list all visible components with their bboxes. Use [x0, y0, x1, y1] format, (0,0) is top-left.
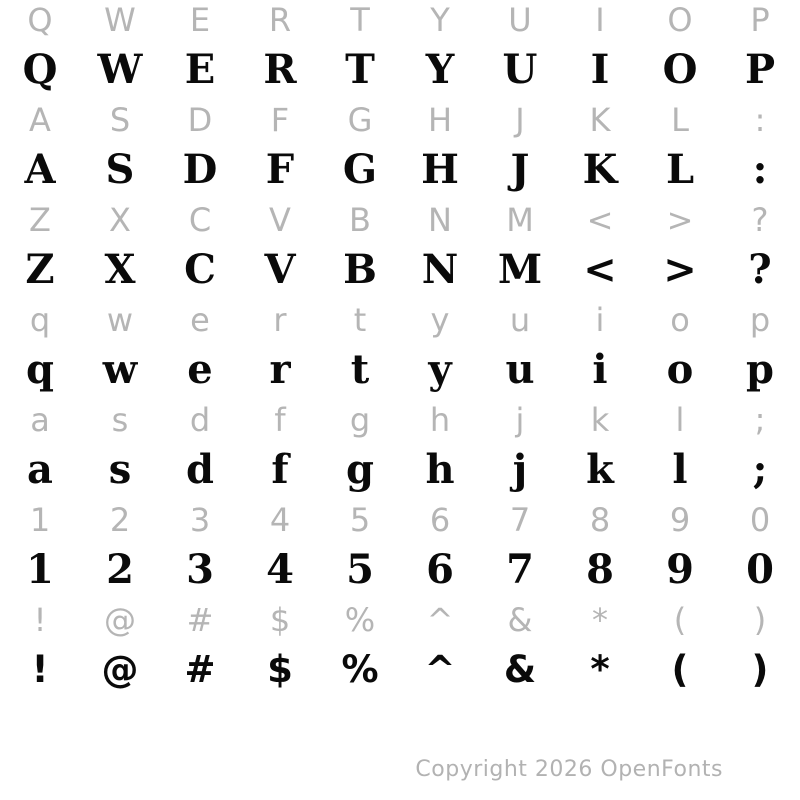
glyph-cell: K — [582, 146, 618, 193]
glyph-row-ghost — [0, 495, 800, 545]
glyph-cell: j — [512, 446, 528, 493]
glyph-cell: W — [97, 46, 143, 93]
glyph-cell: o — [670, 301, 690, 339]
glyph-cell: ? — [748, 246, 772, 293]
glyph-cell: : — [752, 146, 768, 193]
glyph-cell: I — [595, 1, 605, 39]
glyph-cell: w — [102, 346, 138, 393]
glyph-cell: f — [271, 446, 289, 493]
glyph-cell: S — [105, 146, 135, 193]
glyph-cell: d — [186, 446, 214, 493]
glyph-cell: 5 — [349, 501, 371, 539]
glyph-cell: M — [497, 246, 543, 293]
glyph-cell: T — [350, 1, 370, 39]
glyph-cell: l — [675, 401, 685, 439]
glyph-cell: * — [590, 648, 610, 691]
glyph-cell: O — [667, 1, 693, 39]
glyph-cell: ! — [31, 648, 49, 691]
glyph-cell: p — [749, 301, 771, 339]
glyph-cell: $ — [267, 648, 293, 691]
glyph-cell: q — [26, 346, 54, 393]
glyph-cell: 6 — [426, 546, 454, 593]
glyph-cell: j — [515, 401, 525, 439]
glyph-cell: > — [666, 201, 694, 239]
glyph-cell: ( — [673, 601, 687, 639]
glyph-cell: 7 — [509, 501, 531, 539]
glyph-cell: % — [344, 601, 376, 639]
glyph-cell: 3 — [186, 546, 214, 593]
glyph-cell: w — [106, 301, 134, 339]
glyph-cell: Q — [22, 46, 58, 93]
glyph-cell: y — [428, 346, 452, 393]
glyph-cell: E — [189, 1, 211, 39]
glyph-cell: J — [515, 101, 525, 139]
glyph-cell: u — [509, 301, 531, 339]
glyph-row-ink — [0, 145, 800, 195]
glyph-cell: Y — [430, 1, 450, 39]
glyph-cell: 2 — [109, 501, 131, 539]
glyph-row-ink — [0, 345, 800, 395]
glyph-cell: t — [353, 301, 367, 339]
glyph-cell: l — [672, 446, 688, 493]
glyph-cell: # — [184, 648, 216, 691]
glyph-cell: & — [507, 601, 533, 639]
glyph-cell: Z — [25, 246, 55, 293]
glyph-cell: L — [671, 101, 689, 139]
glyph-cell: H — [421, 146, 459, 193]
glyph-row-ghost — [0, 395, 800, 445]
glyph-cell: < — [586, 201, 614, 239]
glyph-cell: u — [505, 346, 535, 393]
glyph-cell: X — [104, 246, 136, 293]
glyph-row-ink — [0, 545, 800, 595]
glyph-cell: 0 — [746, 546, 774, 593]
glyph-cell: k — [590, 401, 610, 439]
glyph-cell: J — [510, 146, 530, 193]
glyph-cell: < — [583, 246, 617, 293]
glyph-cell: S — [109, 101, 131, 139]
glyph-cell: K — [589, 101, 611, 139]
glyph-cell: # — [186, 601, 214, 639]
glyph-cell: q — [29, 301, 51, 339]
glyph-cell: G — [347, 101, 373, 139]
glyph-cell: X — [109, 201, 131, 239]
glyph-row-ink — [0, 445, 800, 495]
glyph-cell: E — [184, 46, 216, 93]
glyph-cell: i — [592, 346, 608, 393]
glyph-cell: d — [189, 401, 211, 439]
glyph-cell: W — [104, 1, 136, 39]
glyph-cell: : — [754, 101, 766, 139]
glyph-row-ink — [0, 645, 800, 695]
glyph-cell: C — [188, 201, 212, 239]
glyph-row-ghost — [0, 95, 800, 145]
glyph-cell: ! — [33, 601, 47, 639]
glyph-cell: B — [349, 201, 371, 239]
glyph-cell: h — [429, 401, 451, 439]
glyph-cell: ( — [671, 648, 689, 691]
copyright-text: Copyright 2026 OpenFonts — [415, 757, 723, 782]
glyph-row-ghost — [0, 0, 800, 45]
glyph-cell: e — [187, 346, 213, 393]
glyph-cell: g — [349, 401, 371, 439]
glyph-cell: D — [182, 146, 218, 193]
glyph-cell: 6 — [429, 501, 451, 539]
glyph-cell: ; — [752, 446, 768, 493]
glyph-cell: Y — [425, 46, 455, 93]
glyph-cell: 8 — [589, 501, 611, 539]
glyph-cell: G — [342, 146, 378, 193]
glyph-cell: 4 — [269, 501, 291, 539]
glyph-cell: o — [666, 346, 694, 393]
glyph-cell: ; — [754, 401, 766, 439]
glyph-cell: M — [506, 201, 534, 239]
glyph-cell: & — [503, 648, 537, 691]
glyph-cell: B — [343, 246, 377, 293]
glyph-cell: P — [750, 1, 770, 39]
glyph-cell: 9 — [666, 546, 694, 593]
glyph-cell: 1 — [26, 546, 54, 593]
glyph-cell: A — [24, 146, 56, 193]
glyph-cell: L — [665, 146, 695, 193]
glyph-row-ink — [0, 245, 800, 295]
glyph-cell: H — [427, 101, 453, 139]
glyph-cell: % — [341, 648, 379, 691]
glyph-cell: p — [746, 346, 774, 393]
glyph-cell: g — [346, 446, 374, 493]
glyph-cell: 8 — [586, 546, 614, 593]
glyph-cell: U — [508, 1, 532, 39]
glyph-cell: 2 — [106, 546, 134, 593]
glyph-cell: 7 — [506, 546, 534, 593]
glyph-cell: @ — [104, 601, 136, 639]
glyph-cell: y — [430, 301, 450, 339]
glyph-cell: N — [421, 246, 459, 293]
glyph-row-ghost — [0, 195, 800, 245]
glyph-cell: e — [190, 301, 210, 339]
glyph-cell: C — [184, 246, 216, 293]
glyph-cell: a — [30, 401, 50, 439]
glyph-cell: O — [662, 46, 698, 93]
glyph-cell: F — [265, 146, 295, 193]
glyph-cell: 1 — [29, 501, 51, 539]
glyph-cell: a — [27, 446, 53, 493]
glyph-cell: F — [270, 101, 290, 139]
glyph-cell: 3 — [189, 501, 211, 539]
glyph-cell: P — [744, 46, 776, 93]
glyph-cell: Q — [27, 1, 53, 39]
glyph-cell: > — [663, 246, 697, 293]
glyph-cell: A — [29, 101, 51, 139]
glyph-cell: r — [269, 346, 291, 393]
glyph-cell: t — [350, 346, 370, 393]
glyph-cell: ) — [753, 601, 767, 639]
glyph-cell: i — [595, 301, 605, 339]
glyph-cell: R — [263, 46, 297, 93]
glyph-cell: * — [592, 601, 608, 639]
glyph-cell: 9 — [669, 501, 691, 539]
glyph-cell: V — [264, 246, 296, 293]
glyph-cell: N — [428, 201, 452, 239]
glyph-row-ghost — [0, 595, 800, 645]
glyph-cell: T — [345, 46, 375, 93]
glyph-cell: ) — [751, 648, 769, 691]
glyph-cell: s — [111, 401, 129, 439]
glyph-cell: k — [586, 446, 614, 493]
glyph-cell: @ — [101, 648, 139, 691]
glyph-cell: ? — [751, 201, 769, 239]
glyph-cell: 4 — [266, 546, 294, 593]
glyph-cell: Z — [29, 201, 51, 239]
glyph-cell: $ — [269, 601, 291, 639]
glyph-cell: I — [590, 46, 610, 93]
glyph-cell: s — [108, 446, 132, 493]
glyph-cell: h — [425, 446, 455, 493]
glyph-cell: f — [274, 401, 286, 439]
glyph-cell: 0 — [749, 501, 771, 539]
glyph-cell: 5 — [346, 546, 374, 593]
glyph-cell: R — [268, 1, 292, 39]
glyph-row-ghost — [0, 295, 800, 345]
glyph-cell: r — [273, 301, 287, 339]
glyph-cell: ^ — [424, 648, 456, 691]
glyph-cell: U — [502, 46, 538, 93]
glyph-cell: ^ — [426, 601, 454, 639]
glyph-row-ink — [0, 45, 800, 95]
glyph-cell: D — [187, 101, 213, 139]
glyph-cell: V — [269, 201, 291, 239]
